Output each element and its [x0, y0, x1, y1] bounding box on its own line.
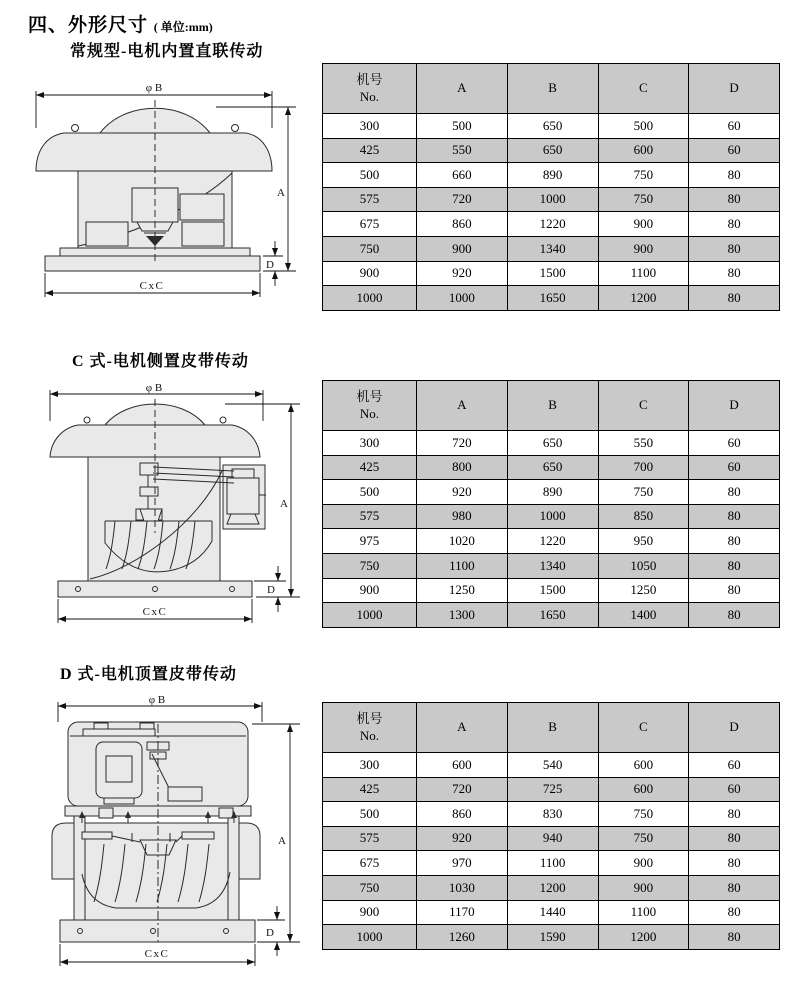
- table-cell: 1200: [598, 925, 689, 950]
- table-cell: 300: [323, 753, 417, 778]
- table-cell: 600: [417, 753, 508, 778]
- table-cell: 80: [689, 578, 780, 603]
- table-cell: 1000: [323, 603, 417, 628]
- col-header-model-no: 机号 No.: [323, 703, 417, 753]
- table-row: [323, 753, 780, 778]
- col-header-c: C: [598, 381, 689, 431]
- table-cell: 1650: [507, 603, 598, 628]
- table-cell: 980: [417, 504, 508, 529]
- table-row: [323, 603, 780, 628]
- col-header-a: A: [417, 381, 508, 431]
- table-cell: 500: [417, 114, 508, 139]
- table-cell: 1300: [417, 603, 508, 628]
- dim-label-b: φ B: [145, 82, 163, 94]
- col-header-d: D: [689, 381, 780, 431]
- motor-core: [106, 756, 132, 782]
- col-header-c: C: [598, 703, 689, 753]
- table-cell: 80: [689, 802, 780, 827]
- table-cell: 650: [507, 455, 598, 480]
- table-cell: 80: [689, 261, 780, 286]
- table-cell: 1400: [598, 603, 689, 628]
- table-cell: 850: [598, 504, 689, 529]
- table-cell: 720: [417, 187, 508, 212]
- table-header-row: [323, 64, 780, 114]
- fan-diagram-c-type: [20, 383, 320, 641]
- table-row: [323, 114, 780, 139]
- fan-drawing: [52, 722, 260, 942]
- dim-label-b: φ B: [145, 383, 163, 394]
- motor-pulley: [232, 469, 254, 478]
- col-header-c: C: [598, 64, 689, 114]
- table-cell: 900: [598, 875, 689, 900]
- table-cell: 920: [417, 826, 508, 851]
- table-cell: 500: [323, 480, 417, 505]
- table-row: [323, 187, 780, 212]
- fan-drawing: [50, 399, 266, 597]
- table-cell: 650: [507, 114, 598, 139]
- page-title: [28, 10, 213, 37]
- table-cell: 720: [417, 777, 508, 802]
- table-cell: 750: [598, 480, 689, 505]
- table-cell: 425: [323, 777, 417, 802]
- table-cell: 80: [689, 236, 780, 261]
- page-title-text: 四、外形尺寸: [28, 15, 149, 36]
- table-cell: 80: [689, 826, 780, 851]
- table-cell: 1340: [507, 553, 598, 578]
- col-header-model-no: 机号 No.: [323, 64, 417, 114]
- table-cell: 750: [323, 236, 417, 261]
- table-cell: 540: [507, 753, 598, 778]
- table-cell: 1050: [598, 553, 689, 578]
- table-cell: 60: [689, 431, 780, 456]
- dim-label-d: D: [267, 584, 275, 596]
- dim-label-a: A: [280, 498, 288, 510]
- table-cell: 80: [689, 529, 780, 554]
- impeller-hub: [140, 509, 162, 521]
- table-cell: 920: [417, 261, 508, 286]
- table-cell: 600: [598, 753, 689, 778]
- table-cell: 725: [507, 777, 598, 802]
- table-cell: 80: [689, 286, 780, 311]
- table-cell: 900: [598, 212, 689, 237]
- table-cell: 1020: [417, 529, 508, 554]
- table-cell: 500: [323, 802, 417, 827]
- table-row: [323, 212, 780, 237]
- table-cell: 500: [598, 114, 689, 139]
- table-cell: 500: [323, 163, 417, 188]
- table-row: [323, 431, 780, 456]
- table-row: [323, 802, 780, 827]
- table-cell: 675: [323, 212, 417, 237]
- page-title-unit: ( 单位:mm): [153, 20, 213, 34]
- col-header-d: D: [689, 64, 780, 114]
- col-header-a: A: [417, 703, 508, 753]
- table-row: [323, 480, 780, 505]
- table-row: [323, 826, 780, 851]
- table-header-row: [323, 703, 780, 753]
- table-cell: 80: [689, 925, 780, 950]
- leg: [228, 816, 239, 920]
- table-cell: 80: [689, 553, 780, 578]
- table-cell: 900: [598, 851, 689, 876]
- table-cell: 60: [689, 138, 780, 163]
- table-cell: 80: [689, 900, 780, 925]
- table-cell: 970: [417, 851, 508, 876]
- table-cell: 575: [323, 826, 417, 851]
- table-cell: 900: [417, 236, 508, 261]
- base-plate: [45, 256, 260, 271]
- fan-diagram-normal: [20, 70, 320, 318]
- table-cell: 675: [323, 851, 417, 876]
- table-cell: 940: [507, 826, 598, 851]
- fan-hood: [36, 133, 272, 171]
- table-cell: 890: [507, 480, 598, 505]
- table-cell: 300: [323, 431, 417, 456]
- table-row: [323, 578, 780, 603]
- table-cell: 1250: [417, 578, 508, 603]
- dim-label-cxc: CxC: [144, 948, 170, 960]
- table-cell: 750: [598, 826, 689, 851]
- table-row: [323, 163, 780, 188]
- dim-label-d: D: [266, 927, 274, 939]
- table-cell: 550: [598, 431, 689, 456]
- side-motor: [227, 478, 259, 514]
- dimensions-table-c-type: [322, 380, 780, 628]
- dim-label-cxc: CxC: [142, 606, 168, 618]
- dim-label-cxc: CxC: [139, 280, 165, 292]
- base-plate: [58, 581, 252, 597]
- table-cell: 1000: [507, 504, 598, 529]
- motor-base: [227, 514, 259, 524]
- table-cell: 80: [689, 504, 780, 529]
- table-cell: 1220: [507, 529, 598, 554]
- fan-drawing: [36, 100, 272, 271]
- table-cell: 300: [323, 114, 417, 139]
- table-cell: 575: [323, 187, 417, 212]
- table-row: [323, 900, 780, 925]
- lifting-eye-icon: [84, 417, 90, 423]
- table-cell: 1650: [507, 286, 598, 311]
- table-row: [323, 138, 780, 163]
- dimensions-table-normal: [322, 63, 780, 311]
- table-row: [323, 851, 780, 876]
- table-row: [323, 777, 780, 802]
- table-cell: 920: [417, 480, 508, 505]
- table-cell: 1200: [598, 286, 689, 311]
- fan-hood: [50, 425, 260, 457]
- table-cell: 1100: [598, 900, 689, 925]
- col-header-d: D: [689, 703, 780, 753]
- table-cell: 60: [689, 777, 780, 802]
- table-cell: 750: [323, 553, 417, 578]
- table-row: [323, 875, 780, 900]
- table-cell: 950: [598, 529, 689, 554]
- table-row: [323, 925, 780, 950]
- table-cell: 80: [689, 480, 780, 505]
- col-header-b: B: [507, 64, 598, 114]
- table-cell: 550: [417, 138, 508, 163]
- table-cell: 900: [598, 236, 689, 261]
- table-cell: 600: [598, 777, 689, 802]
- fan-diagram-d-type: [20, 692, 320, 970]
- table-row: [323, 455, 780, 480]
- table-cell: 1590: [507, 925, 598, 950]
- table-cell: 425: [323, 138, 417, 163]
- table-cell: 425: [323, 455, 417, 480]
- table-cell: 1000: [417, 286, 508, 311]
- table-cell: 700: [598, 455, 689, 480]
- col-header-model-no: 机号 No.: [323, 381, 417, 431]
- lifting-eye-icon: [220, 417, 226, 423]
- table-cell: 575: [323, 504, 417, 529]
- table-cell: 1100: [417, 553, 508, 578]
- table-cell: 1030: [417, 875, 508, 900]
- table-row: [323, 236, 780, 261]
- table-cell: 80: [689, 851, 780, 876]
- table-cell: 900: [323, 261, 417, 286]
- table-cell: 1000: [507, 187, 598, 212]
- table-cell: 80: [689, 163, 780, 188]
- table-cell: 1440: [507, 900, 598, 925]
- dim-label-b: φ B: [148, 694, 166, 706]
- dim-label-a: A: [277, 187, 285, 199]
- table-cell: 650: [507, 138, 598, 163]
- table-cell: 1220: [507, 212, 598, 237]
- table-cell: 1100: [598, 261, 689, 286]
- col-header-b: B: [507, 703, 598, 753]
- table-cell: 660: [417, 163, 508, 188]
- table-cell: 1000: [323, 925, 417, 950]
- table-row: [323, 504, 780, 529]
- table-cell: 1500: [507, 261, 598, 286]
- lifting-eye-icon: [232, 125, 239, 132]
- table-cell: 750: [323, 875, 417, 900]
- table-cell: 860: [417, 212, 508, 237]
- section-title-c-type: C 式-电机侧置皮带传动: [72, 353, 249, 370]
- section-title-d-type: D 式-电机顶置皮带传动: [60, 666, 237, 683]
- table-row: [323, 553, 780, 578]
- table-cell: 1200: [507, 875, 598, 900]
- table-cell: 1250: [598, 578, 689, 603]
- table-cell: 60: [689, 753, 780, 778]
- table-cell: 1500: [507, 578, 598, 603]
- section-title-normal: 常规型-电机内置直联传动: [70, 43, 264, 60]
- table-cell: 1000: [323, 286, 417, 311]
- dimensions-table-d-type: [322, 702, 780, 950]
- table-cell: 650: [507, 431, 598, 456]
- table-cell: 750: [598, 802, 689, 827]
- table-row: [323, 286, 780, 311]
- table-cell: 750: [598, 187, 689, 212]
- table-cell: 900: [323, 900, 417, 925]
- table-cell: 830: [507, 802, 598, 827]
- table-cell: 80: [689, 212, 780, 237]
- lifting-eye-icon: [72, 125, 79, 132]
- col-header-a: A: [417, 64, 508, 114]
- table-cell: 975: [323, 529, 417, 554]
- table-cell: 80: [689, 875, 780, 900]
- table-header-row: [323, 381, 780, 431]
- table-cell: 860: [417, 802, 508, 827]
- table-cell: 600: [598, 138, 689, 163]
- table-cell: 750: [598, 163, 689, 188]
- table-cell: 900: [323, 578, 417, 603]
- dim-label-d: D: [266, 259, 274, 271]
- table-cell: 1100: [507, 851, 598, 876]
- table-cell: 720: [417, 431, 508, 456]
- table-cell: 60: [689, 114, 780, 139]
- table-cell: 80: [689, 187, 780, 212]
- table-cell: 60: [689, 455, 780, 480]
- col-header-b: B: [507, 381, 598, 431]
- table-cell: 890: [507, 163, 598, 188]
- table-row: [323, 529, 780, 554]
- table-cell: 1170: [417, 900, 508, 925]
- table-row: [323, 261, 780, 286]
- table-cell: 1340: [507, 236, 598, 261]
- table-cell: 80: [689, 603, 780, 628]
- dim-label-a: A: [278, 835, 286, 847]
- table-cell: 800: [417, 455, 508, 480]
- table-cell: 1260: [417, 925, 508, 950]
